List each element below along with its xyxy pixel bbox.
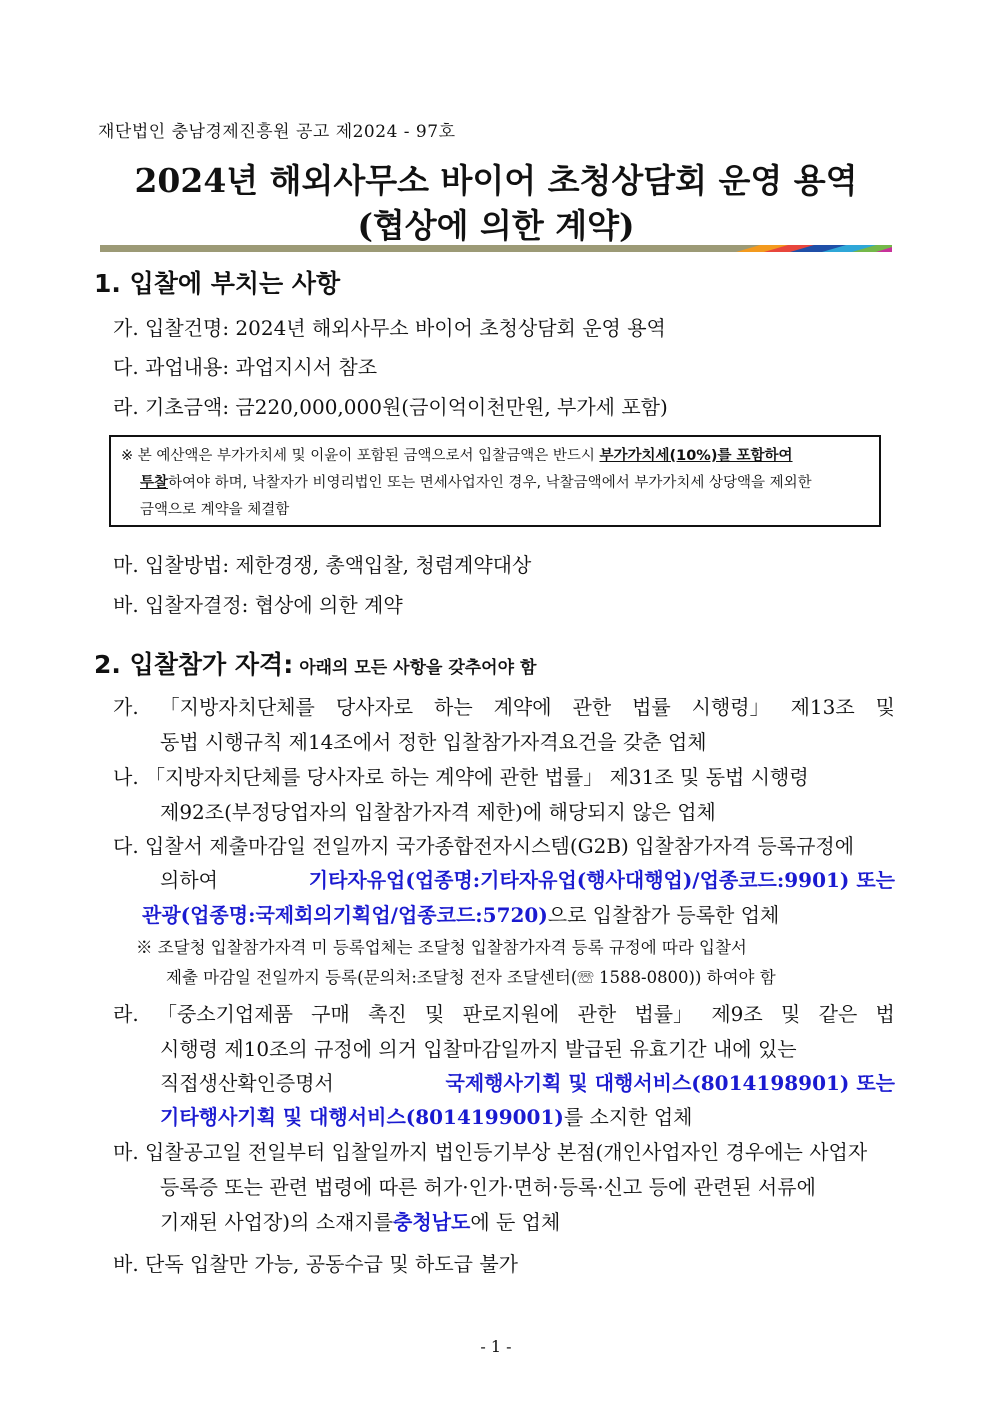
s2-item-ra-line3: 직접생산확인증명서 국제행사기획 및 대행서비스(8014198901) 또는 — [160, 1067, 895, 1096]
s1-item-ra: 라. 기초금액: 금220,000,000원(금이억이천만원, 부가세 포함) — [113, 395, 668, 419]
section-heading-2: 2. 입찰참가 자격: 아래의 모든 사항을 갖추어야 함 — [94, 650, 537, 679]
s2-item-da-star1: ※ 조달청 입찰참가자격 미 등록업체는 조달청 입찰참가자격 등록 규정에 따라 입찰서 — [136, 938, 747, 957]
title-divider — [100, 244, 892, 253]
s2-item-ga-line1: 가. 「지방자치단체를 당사자로 하는 계약에 관한 법률 시행령」 제13조 및 — [113, 695, 895, 719]
s2-item-ba: 바. 단독 입찰만 가능, 공동수급 및 하도급 불가 — [113, 1252, 518, 1276]
vat-note-line1: ※ 본 예산액은 부가가치세 및 이윤이 포함된 금액으로서 입찰금액은 반드시 부가가치세(10%)를 포함하여 — [121, 448, 793, 464]
s2-item-da-line3: 관광(업종명:국제회의기획업/업종코드:5720)으로 입찰참가 등록한 업체 — [142, 903, 780, 927]
bid-highlight: 투찰 — [140, 475, 169, 491]
section-heading-1: 1. 입찰에 부치는 사항 — [94, 269, 341, 298]
s2-item-na-line2: 제92조(부정당업자의 입찰참가자격 제한)에 해당되지 않은 업체 — [160, 800, 716, 824]
s2-item-da-line2: 의하여 기타자유업(업종명:기타자유업(행사대행업)/업종코드:9901) 또는 — [160, 864, 895, 893]
s2-item-ra-line2: 시행령 제10조의 규정에 의거 입찰마감일까지 발급된 유효기간 내에 있는 — [160, 1037, 797, 1061]
s2-item-ga-line2: 동법 시행규칙 제14조에서 정한 입찰참가자격요건을 갖춘 업체 — [160, 730, 707, 754]
s1-item-ga: 가. 입찰건명: 2024년 해외사무소 바이어 초청상담회 운영 용역 — [113, 316, 666, 340]
s1-item-da: 다. 과업내용: 과업지시서 참조 — [113, 355, 378, 379]
s2-item-ma-line1: 마. 입찰공고일 전일부터 입찰일까지 법인등기부상 본점(개인사업자인 경우에는 사업자 — [113, 1140, 868, 1164]
product-code-8014198901: 국제행사기획 및 대행서비스(8014198901) 또는 — [445, 1071, 895, 1095]
s1-item-ba: 바. 입찰자결정: 협상에 의한 계약 — [113, 593, 403, 617]
vat-highlight: 부가가치세(10%)를 포함하여 — [599, 448, 793, 464]
notice-number: 재단법인 충남경제진흥원 공고 제2024 - 97호 — [98, 122, 456, 142]
section-heading-2-note: 아래의 모든 사항을 갖추어야 함 — [299, 658, 537, 678]
vat-note-line3: 금액으로 계약을 체결함 — [140, 502, 290, 518]
s2-item-da-line1: 다. 입찰서 제출마감일 전일까지 국가종합전자시스템(G2B) 입찰참가자격 등록규정에 — [113, 834, 855, 858]
s2-item-ma-line2: 등록증 또는 관련 법령에 따른 허가·인가·면허·등록·신고 등에 관련된 서류에 — [160, 1175, 816, 1199]
s2-item-na-line1: 나. 「지방자치단체를 당사자로 하는 계약에 관한 법률」 제31조 및 동법 시행령 — [113, 765, 809, 789]
s2-item-ra-line1: 라. 「중소기업제품 구매 촉진 및 판로지원에 관한 법률」 제9조 및 같은 법 — [113, 1002, 895, 1026]
s2-item-ma-line3: 기재된 사업장)의 소재지를충청남도에 둔 업체 — [160, 1210, 561, 1234]
page-title: 2024년 해외사무소 바이어 초청상담회 운영 용역 — [134, 161, 858, 200]
region-chungnam: 충청남도 — [393, 1210, 471, 1234]
vat-note-line2: 투찰하여야 하며, 낙찰자가 비영리법인 또는 면세사업자인 경우, 낙찰금액에서 부가가치세 상당액을 제외한 — [140, 475, 812, 491]
product-code-8014199001: 기타행사기획 및 대행서비스(8014199001) — [160, 1105, 564, 1129]
industry-code-5720: 관광(업종명:국제회의기획업/업종코드:5720) — [142, 903, 548, 927]
industry-code-9901: 기타자유업(업종명:기타자유업(행사대행업)/업종코드:9901) 또는 — [308, 868, 895, 892]
s2-item-ra-line4: 기타행사기획 및 대행서비스(8014199001)를 소지한 업체 — [160, 1105, 693, 1129]
vat-note-box — [109, 435, 881, 527]
page-subtitle: (협상에 의한 계약) — [357, 206, 635, 245]
s2-item-da-star2: 제출 마감일 전일까지 등록(문의처:조달청 전자 조달센터(☏ 1588-0800)) 하여야 함 — [166, 968, 776, 987]
s1-item-ma: 마. 입찰방법: 제한경쟁, 총액입찰, 청렴계약대상 — [113, 553, 532, 577]
page-number: - 1 - — [480, 1337, 512, 1356]
